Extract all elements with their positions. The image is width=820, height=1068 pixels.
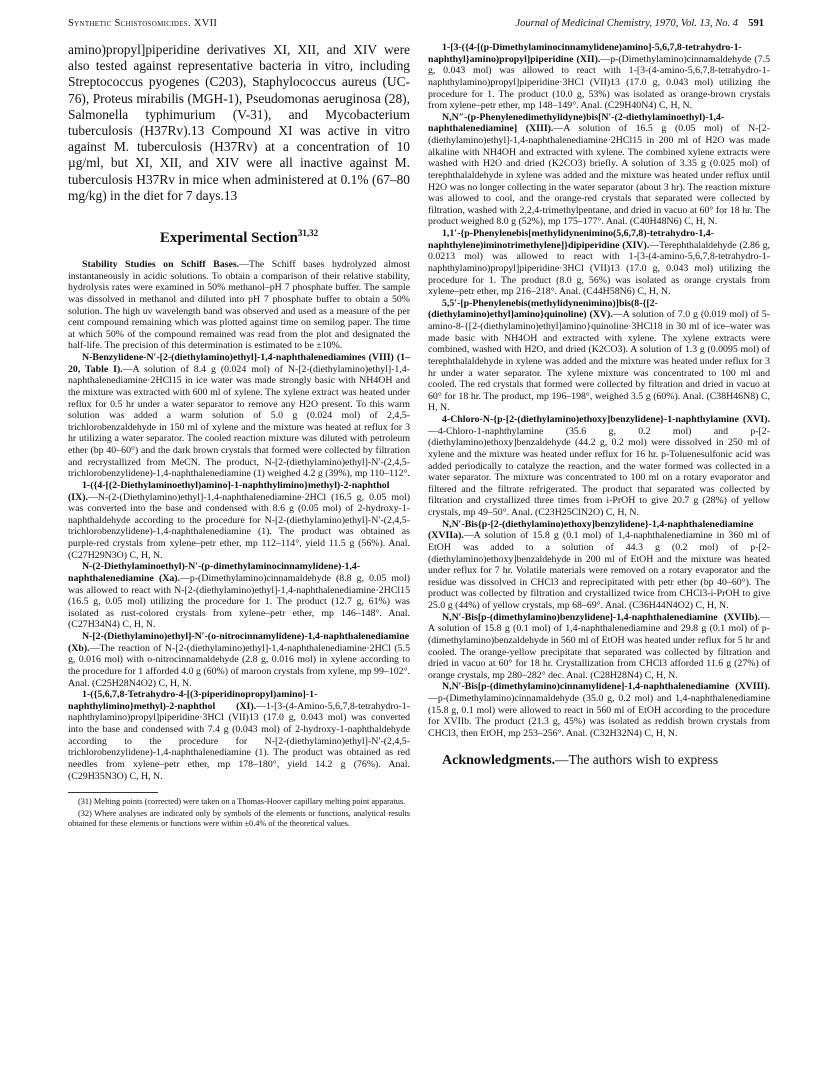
right-paragraph: [428, 612, 770, 682]
paragraph-title: 5,5′-[p-Phenylenebis(methylidynenimino)]bis(8-{[2-(diethylamino)ethyl]amino}quinoline) (XV).: [428, 297, 658, 321]
paragraph-title: N-Benzylidene-N′-[2-(diethylamino)ethyl]-1,4-naphthalenediamines (VIII) (1–20, Table I).: [68, 352, 410, 375]
left-paragraph: [68, 480, 410, 561]
paragraph-title: 1,1′-{p-Phenylenebis[methylidynenimino(5,6,7,8)-tetrahydro-1,4-naphthylene)iminotrimethylene]}dipiperidine (XIV).: [428, 228, 714, 251]
paragraph-body: —p-(Dimethylamino)cinnamaldehyde (8.8 g, 0.05 mol) was allowed to react with N-[2-(diethylamino)ethyl]-1,4-naphthalenediamine·2HCl15 (16.5 g, 0.05 mol) utilizing the procedure for 1. The product (12.7 g, 61%) was isolated as rust-colored crystals from xylene–petr ether, mp 146–148°. Anal. (C27H34N4) C, H, N.: [68, 572, 410, 631]
left-paragraph: [68, 631, 410, 689]
paragraph-title: Stability Studies on Schiff Bases.: [82, 259, 240, 271]
paragraph-title: N,N′-Bis{p-[2-(diethylamino)ethoxy]benzylidene}-1,4-naphthalenediamine (XVIIa).: [428, 518, 754, 542]
left-paragraph: [68, 689, 410, 782]
paragraph-title: N-(2-Diethylaminoethyl)-N′-(p-dimethylaminocinnamylidene)-1,4-naphthalenediamine (Xa).: [68, 561, 361, 584]
paragraph-body: —p-(Dimethylamino)cinnamaldehyde (35.0 g, 0.2 mol) and 1,4-naphthalenediamine (15.8 g, 0.1 mol) were allowed to react in 560 ml of EtOH according to the procedure for XVIIb. The product (21.3 g, 45%) was isolated as reddish brown crystals from CHCl3, then EtOH, mp 253–256°. Anal. (C32H32N4) C, H, N.: [428, 693, 770, 739]
right-paragraph: [428, 228, 770, 298]
right-paragraph: [428, 42, 770, 112]
paragraph-title: N-[2-(Diethylamino)ethyl]-N′-(o-nitrocinnamylidene)-1,4-naphthalenediamine (Xb).: [68, 631, 410, 654]
paragraph-title: N,N′-Bis[p-(dimethylamino)benzylidene]-1,4-naphthalenediamine (XVIIb).: [442, 611, 761, 623]
right-column: [428, 42, 770, 782]
right-paragraph: [428, 681, 770, 739]
footnote: (31) Melting points (corrected) were taken on a Thomas-Hoover capillary melting point apparatus.: [78, 797, 406, 807]
left-paragraph: [68, 259, 410, 352]
journal-citation: Journal of Medicinal Chemistry, 1970, Vol. 13, No. 4: [515, 18, 738, 29]
footnote-rule: [68, 792, 158, 793]
running-header: [68, 18, 764, 34]
footnotes: [68, 797, 410, 829]
paragraph-body: —A solution of 16.5 g (0.05 mol) of N-[2-(diethylamino)ethyl]-1,4-naphthalenediamine·2HCl15 in 200 ml of H2O was made alkaline with NH4OH and extracted with xylene. The combined xylene extracts were washed with H2O and dried (K2CO3) briefly. A solution of 3.35 g (0.025 mol) of terephthalaldehyde in xylene was added and the mixture was heated under reflux until H2O was no longer collecting in the water separator (about 3 hr). The reaction mixture was allowed to cool, and the orange-red crystals that separated were collected by filtration, washed with 2,2,4-trimethylpentane, and dried in vacuo at 60° for 18 hr. The product weighed 8.0 g (52%), mp 175–177°. Anal. (C40H48N6) C, H, N.: [428, 123, 770, 228]
paragraph-body: —Terephthalaldehyde (2.86 g, 0.0213 mol) was allowed to react with 1-[3-(4-amino-5,6,7,8-tetrahydro-1-naphthylamino)propyl]piperidine·3HCl (VII)13 (17.0 g, 0.043 mol) utilizing the procedure for 1. The product (8.0 g, 56%) was isolated as orange crystals from xylene–petr ether, mp 216–218°. Anal. (C44H58N6) C, H, N.: [428, 239, 770, 298]
right-paragraph: [428, 112, 770, 228]
paragraph-title: 1-({5,6,7,8-Tetrahydro-4-[(3-piperidinopropyl)amino]-1-naphthylimino}methyl)-2-naphthol (XI).: [68, 689, 318, 712]
paragraph-body: —N-(2-(Diethylamino)ethyl]-1,4-naphthalenediamine·2HCl (16.5 g, 0.05 mol) was converted into the base and condensed with 8.6 g (0.05 mol) of 2-hydroxy-1-naphthaldehyde according to the procedure for N-[2-(diethylamino)ethyl]-N′-(2,4,5-trichlorobenzylidene)-1,4-naphthalenediamine (1). The product was obtained as purple-red crystals from xylene–petr ether, mp 112–114°, yield 11.5 g (56%). Anal. (C27H29N3O) C, H, N.: [68, 491, 410, 561]
ack-title: Acknowledgments.: [442, 752, 556, 768]
paragraph-body: —4-Chloro-1-naphthylamine (35.6 g, 0.2 mol) and p-[2-(diethylamino)ethoxy]benzaldehyde (44.2 g, 0.2 mol) were dissolved in 250 ml of xylene and the mixture was heated under reflux for 16 hr. p-Toluenesulfonic acid was added periodically to catalyze the reaction, and the water formed was collected in a water separator. The mixture was concentrated to 100 ml on a rotary evaporator and filtered and the filtrate refrigerated. The product that separated was collected by filtration and crystallized three times from i-PrOH to give 20.7 g (28%) of yellow crystals, mp 49–50°. Anal. (C23H25ClN2O) C, H, N.: [428, 425, 770, 518]
paragraph-body: —A solution of 8.4 g (0.024 mol) of N-[2-(diethylamino)ethyl]-1,4-naphthalenediamine·2HCl15 in ice water was made strongly basic with NH4OH and the mixture was extracted with 600 ml of xylene. The xylene extract was heated under reflux for 0.5 hr under a water separator to remove any H2O present. To this warm solution was added a warm solution of 5.0 g (0.024 mol) of 2,4,5-trichlorobenzaldehyde in 150 ml of xylene and the mixture was heated at reflux for 3 hr utilizing a water separator. The cooled reaction mixture was diluted with petroleum ether (bp 40–60°) and the dark brown crystals that formed were collected by filtration and recrystallized from MeCN. The product, N-[2-(diethylamino)ethyl]-N′-(2,4,5-trichlorobenzylidene)-1,4-naphthalenediamine (1) weighed 4.2 g (39%), mp 110–112°.: [68, 363, 411, 480]
paragraph-body: —A solution of 15.8 g (0.1 mol) of 1,4-naphthalenediamine and 29.8 g (0.1 mol) of p-(dimethylamino)benzaldehyde in 560 ml of EtOH was heated under reflux for 5 hr and cooled. The orange-yellow precipitate that separated was collected by filtration and dried in vacuo at 60° for 18 hr. Crystallization from CHCl3 afforded 11.6 g (27%) of orange crystals, mp 280–282° dec. Anal. (C28H28N4) C, H, N.: [428, 611, 770, 681]
left-paragraph: [68, 561, 410, 631]
section-heading: [68, 228, 410, 247]
paragraph-title: 1-[3-({4-[(p-Dimethylaminocinnamylidene)amino]-5,6,7,8-tetrahydro-1-naphthyl}amino)propyl]piperidine (XII).: [428, 42, 742, 65]
paragraph-body: —The Schiff bases hydrolyzed almost instantaneously in acidic solutions. To obtain a comparison of their relative stability, hydrolysis rates were examined in 50% methanol–pH 7 phosphate buffer. The sample was dissolved in methanol and diluted into pH 7 phosphate buffer to obtain a 50% solution. The high uv wavelength band was observed and used as a measure of the per cent compound remaining which was plotted against time on semilog paper. The time at which 50% of the compound remained was read from the plot and designated the half-life. The precision of this determination is estimated to be ±10%.: [68, 259, 410, 352]
right-paragraphs: [428, 42, 770, 740]
paragraph-title: 4-Chloro-N-{p-[2-(diethylamino)ethoxy]benzylidene}-1-naphthylamine (XVI).: [442, 414, 770, 425]
left-paragraphs: [68, 259, 410, 782]
section-title: Experimental Section: [159, 230, 298, 247]
paragraph-body: —The reaction of N-[2-(diethylamino)ethyl]-1,4-naphthalenediamine·2HCl (5.5 g, 0.016 mol) with o-nitrocinnamaldehyde (2.8 g, 0.016 mol) in xylene according to the procedure for 1 afforded 4.0 g (60%) of maroon crystals from xylene, mp 99–102°. Anal. (C25H28N4O2) C, H, N.: [68, 642, 410, 689]
footnote: (32) Where analyses are indicated only by symbols of the elements or functions, analytical results obtained for these elements or functions were within ±0.4% of the theoretical values.: [68, 809, 410, 829]
paragraph-title: N,N′-Bis[p-(dimethylamino)cinnamylidene]-1,4-naphthalenediamine (XVIII).: [442, 681, 770, 693]
right-paragraph: [428, 519, 770, 612]
paragraph-body: —A solution of 15.8 g (0.1 mol) of 1,4-naphthalenediamine in 360 ml of EtOH was added to a solution of 44.3 g (0.2 mol) of p-[2-(diethylamino)ethoxy]benzaldehyde in 200 ml of EtOH and the mixture was heated under reflux for 7 hr. Volatile materials were removed on a rotary evaporator and the residue was dissolved in CHCl3 and reprecipitated with petr ether (bp 40–60°). The product was collected by filtration and crystallized twice from CHCl3-i-PrOH to give 25.0 g (44%) of yellow crystals, mp 68–69°. Anal. (C36H44N4O2) C, H, N.: [428, 530, 770, 611]
left-paragraph: [68, 352, 410, 480]
running-title: Synthetic Schistosomicides. XVII: [68, 18, 218, 29]
paragraph-title: N,N″-(p-Phenylenedimethylidyne)bis[N′-(2-diethylaminoethyl)-1,4-naphthalenediamine] (XIII).: [428, 111, 725, 135]
paragraph-body: —p-(Dimethylamino)cinnamaldehyde (7.5 g, 0.043 mol) was allowed to react with 1-[3-(4-amino-5,6,7,8-tetrahydro-1-naphthylamino)propyl]piperidine·3HCl (VII)13 (17.0 g, 0.043 mol) utilizing the procedure for 1. The product (10.0 g, 53%) was isolated as orange-brown crystals from xylene–petr ether, mp 148–149°. Anal. (C29H40N4) C, H, N.: [428, 53, 770, 112]
left-column: [68, 42, 410, 831]
page-number: 591: [748, 18, 764, 29]
right-paragraph: [428, 298, 770, 414]
paragraph-title: 1-({4-[(2-Diethylaminoethyl)amino]-1-naphthylimino}methyl)-2-naphthol (IX).: [68, 479, 390, 503]
right-paragraph: [428, 414, 770, 519]
ack-body: —The authors wish to express: [555, 751, 719, 767]
paragraph-body: —A solution of 7.0 g (0.019 mol) of 5-amino-8-{[2-(diethylamino)ethyl]amino}quinoline·3HCl18 in 30 ml of ice–water was made basic with NH4OH and extracted with xylene. The xylene extracts were combined, washed with H2O, and dried (K2CO3). A solution of 1.3 g (0.0095 mol) of terephthalaldehyde in xylene was added and the mixture was heated under reflux for 3 hr under a water separator. The xylene mixture was concentrated to 100 ml and cooled. The red crystals that formed were collected by filtration and dried in vacuo at 60° for 18 hr. The product, mp 196–198°, weighed 3.5 g (60%). Anal. (C38H46N8) C, H, N.: [428, 309, 770, 414]
lead-paragraph: amino)propyl]piperidine derivatives XI, XII, and XIV were also tested against representative bacteria in vitro, including Streptococcus pyogenes (C203), Staphylococcus aureus (UC-76), Proteus mirabilis (MGH-1), Pseudomonas aeruginosa (28), Salmonella typhimurium (V-31), and Mycobacterium tuberculosis (H37Rv).13 Compound XI was active in vitro against M. tuberculosis (H37Rv) at a concentration of 10 µg/ml, but XI, XII, and XIV were all inactive against M. tuberculosis H37Rv in mice when administered at 0.1% (67–80 mg/kg) in the diet for 7 days.13: [68, 42, 410, 203]
paragraph-body: —1-[3-(4-Amino-5,6,7,8-tetrahydro-1-naphthylamino)propyl]piperidine·3HCl (VII)13 (17.0 g, 0.043 mol) was converted into the base and condensed with 7.4 g (0.043 mol) of 2-hydroxy-1-naphthaldehyde according to the procedure for N-[2-(diethylamino)ethyl]-N′-(2,4,5-trichlorobenzylidene)-1,4-naphthalenediamine (1). The product was obtained as red needles from xylene–petr ether, mp 178–180°, yield 14.2 g (76%). Anal. (C29H35N3O) C, H, N.: [68, 700, 410, 782]
section-refs: 31,32: [297, 228, 319, 239]
acknowledgments: [428, 752, 770, 769]
